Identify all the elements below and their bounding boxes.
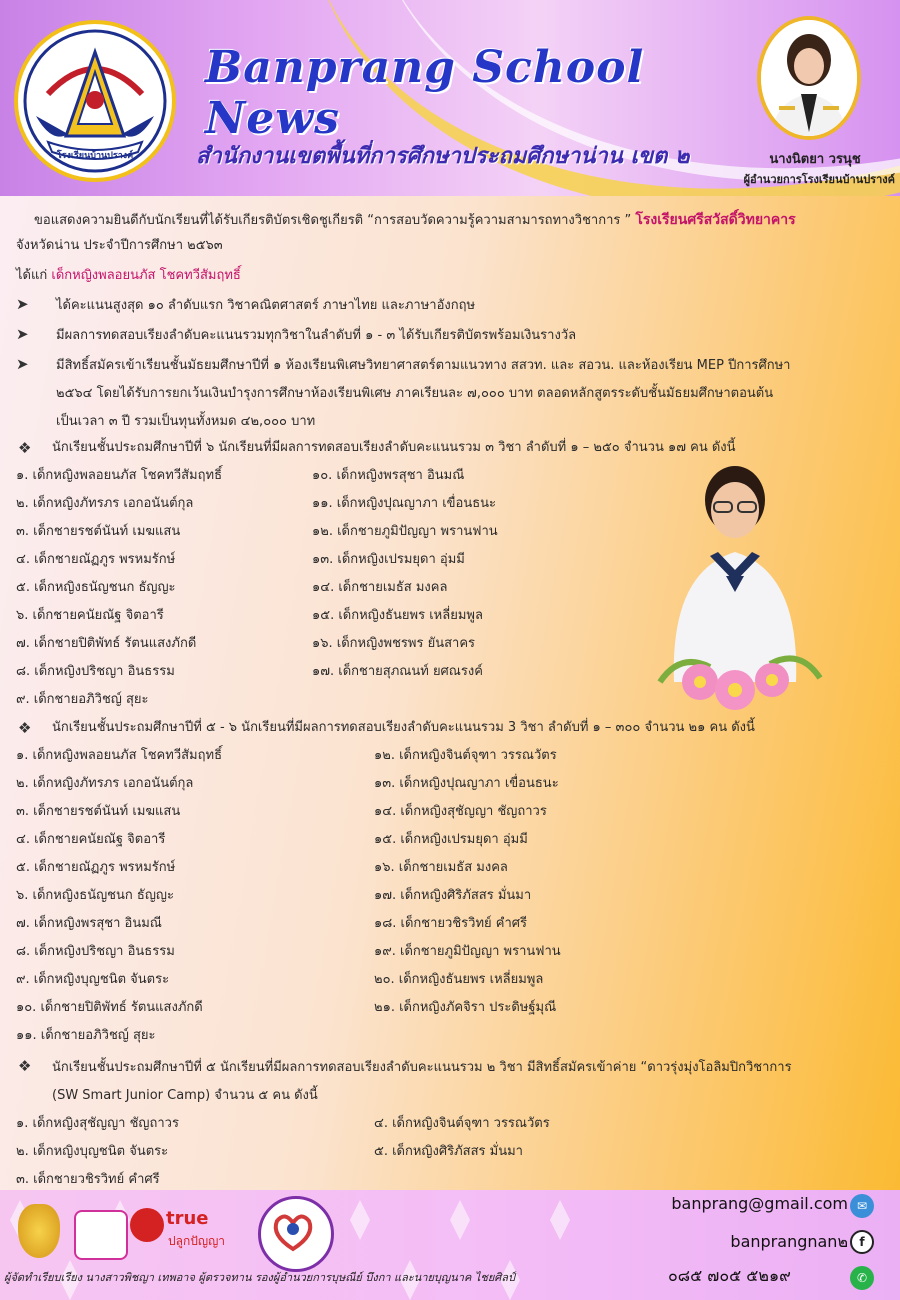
award-line xyxy=(16,262,241,290)
list-item: ๑๔. เด็กหญิงสุชัญญา ชัญถาวร xyxy=(374,804,547,819)
facebook-page[interactable]: banprangnan๒ xyxy=(730,1232,848,1251)
list-item: ๑๒. เด็กหญิงจินต์จุฑา วรรณวัตร xyxy=(374,748,557,763)
section1-heading: นักเรียนชั้นประถมศึกษาปีที่ ๖ นักเรียนที่มีผลการทดสอบเรียงลำดับคะแนนรวม ๓ วิชา ลำดับที่ ๑ – ๒๕๐ จำนวน ๑๗ คน ดังนี้ xyxy=(52,440,736,455)
list-item: ๑๐. เด็กชายปิติพัทธ์ รัตนแสงภักดี xyxy=(16,1000,203,1015)
list-item: ๑๑. เด็กชายอภิวิชญ์ สุยะ xyxy=(16,1028,156,1043)
diamond-bullet-icon: ❖ xyxy=(18,719,32,737)
list-item: ๒๐. เด็กหญิงธันยพร เหลี่ยมพูล xyxy=(374,972,544,987)
list-item: ๔. เด็กชายคนัยณัฐ จิตอารี xyxy=(16,832,166,847)
arrow-bullet-icon: ➤ xyxy=(16,355,29,373)
list-item: ๑๗. เด็กหญิงศิริภัสสร มั่นมา xyxy=(374,888,532,903)
arrow-bullet-icon: ➤ xyxy=(16,325,29,343)
list-item: ๕. เด็กชายณัฏภูร พรหมรักษ์ xyxy=(16,860,176,875)
true-logo-subtext: ปลูกปัญญา xyxy=(168,1234,226,1248)
header-banner xyxy=(0,0,900,196)
list-item: ๑๓. เด็กหญิงปุณญาภา เขื่อนธนะ xyxy=(374,776,559,791)
list-item: ๔. เด็กหญิงจินต์จุฑา วรรณวัตร xyxy=(374,1116,550,1131)
list-item: ๔. เด็กชายณัฏภูร พรหมรักษ์ xyxy=(16,552,176,567)
list-item: ๒๑. เด็กหญิงภัคจิรา ประดิษฐ์มุณี xyxy=(374,1000,557,1015)
intro-paragraph xyxy=(34,206,796,235)
true-tree-icon xyxy=(130,1208,164,1242)
list-item: ๓. เด็กชายวชิรวิทย์ คำศรี xyxy=(16,1172,160,1187)
list-item: ๑. เด็กหญิงสุชัญญา ชัญถาวร xyxy=(16,1116,179,1131)
school-name: โรงเรียนศรีสวัสดิ์วิทยาคาร xyxy=(635,212,796,228)
list-item: ๓. เด็กชายรชต์นันท์ เมฆแสน xyxy=(16,804,181,819)
list-item: ๑๖. เด็กชายเมธัส มงคล xyxy=(374,860,508,875)
list-item: ๘. เด็กหญิงปริชญา อินธรรม xyxy=(16,944,175,959)
list-item: ๖. เด็กหญิงธนัญชนก ธัญญะ xyxy=(16,888,174,903)
education-logo-icon xyxy=(74,1210,128,1260)
award-student-name: เด็กหญิงพลอยนภัส โชคทวีสัมฤทธิ์ xyxy=(51,268,241,283)
list-item: ๑๐. เด็กหญิงพรสุชา อินมณี xyxy=(312,468,465,483)
section3-heading: นักเรียนชั้นประถมศึกษาปีที่ ๕ นักเรียนที่มีผลการทดสอบเรียงลำดับคะแนนรวม ๒ วิชา มีสิทธิ์สมัครเข้าค่าย “ดาวรุ่งมุ่งโอลิมปิกวิชาการ xyxy=(52,1060,792,1075)
list-item: ๑๕. เด็กหญิงธันยพร เหลี่ยมพูล xyxy=(312,608,483,623)
list-item: ๑๙. เด็กชายภูมิปัญญา พรานฟาน xyxy=(374,944,561,959)
section3-heading-cont: (SW Smart Junior Camp) จำนวน ๕ คน ดังนี้ xyxy=(52,1088,318,1103)
list-item: ๑๗. เด็กชายสุภณนท์ ยศณรงค์ xyxy=(312,664,483,679)
list-item: ๒. เด็กหญิงบุญชนิต จันตระ xyxy=(16,1144,169,1159)
logo-caption: โรงเรียนบ้านปรางค์ xyxy=(56,151,134,161)
page-title: Banprang School News xyxy=(205,42,645,144)
achievement-item: มีผลการทดสอบเรียงลำดับคะแนนรวมทุกวิชาในลำดับที่ ๑ - ๓ ได้รับเกียรติบัตรพร้อมเงินรางวัล xyxy=(56,328,577,343)
achievement-item-cont: เป็นเวลา ๓ ปี รวมเป็นทุนทั้งหมด ๔๒,๐๐๐ บาท xyxy=(56,414,316,429)
school-logo xyxy=(14,20,176,182)
page-subtitle: สำนักงานเขตพื้นที่การศึกษาประถมศึกษาน่าน เขต ๒ xyxy=(196,144,690,169)
line-app-icon: ✆ xyxy=(850,1266,874,1290)
director-name: นางนิตยา วรนุช xyxy=(769,152,861,167)
list-item: ๙. เด็กชายอภิวิชญ์ สุยะ xyxy=(16,692,149,707)
list-item: ๕. เด็กหญิงธนัญชนก ธัญญะ xyxy=(16,580,176,595)
phone-number[interactable]: ๐๘๕ ๗๐๕ ๕๒๑๙ xyxy=(668,1266,791,1285)
facebook-icon: f xyxy=(850,1230,874,1254)
section2-heading: นักเรียนชั้นประถมศึกษาปีที่ ๕ - ๖ นักเรียนที่มีผลการทดสอบเรียงลำดับคะแนนรวม 3 วิชา ลำดับที่ ๑ – ๓๐๐ จำนวน ๒๑ คน ดังนี้ xyxy=(52,720,755,735)
list-item: ๑๔. เด็กชายเมธัส มงคล xyxy=(312,580,448,595)
intro-line-1: ขอแสดงความยินดีกับนักเรียนที่ได้รับเกียรติบัตรเชิดชูเกียรติ “การสอบวัดความรู้ความสามารถทางวิชาการ ” xyxy=(34,213,632,228)
student-photo xyxy=(640,452,840,712)
credits-line: ผู้จัดทำเรียบเรียง นางสาวพิชญา เทพอาจ ผู้ตรวจทาน รองผู้อำนวยการบุษณีย์ บึงกา และนายบุญนาค ไชยศิลป์ xyxy=(4,1271,515,1284)
list-item: ๖. เด็กชายคนัยณัฐ จิตอารี xyxy=(16,608,164,623)
director-photo xyxy=(757,16,861,140)
email-address[interactable]: banprang@gmail.com xyxy=(671,1194,848,1213)
diamond-bullet-icon: ❖ xyxy=(18,439,32,457)
list-item: ๘. เด็กหญิงปริชญา อินธรรม xyxy=(16,664,175,679)
list-item: ๑๘. เด็กชายวชิรวิทย์ คำศรี xyxy=(374,916,527,931)
list-item: ๗. เด็กชายปิติพัทธ์ รัตนแสงภักดี xyxy=(16,636,197,651)
list-item: ๓. เด็กชายรชต์นันท์ เมฆแสน xyxy=(16,524,181,539)
true-logo-text: true xyxy=(166,1208,209,1229)
list-item: ๑๑. เด็กหญิงปุณญาภา เขื่อนธนะ xyxy=(312,496,497,511)
list-item: ๑. เด็กหญิงพลอยนภัส โชคทวีสัมฤทธิ์ xyxy=(16,468,223,483)
intro-line-2: จังหวัดน่าน ประจำปีการศึกษา ๒๕๖๓ xyxy=(16,238,223,253)
director-title: ผู้อำนวยการโรงเรียนบ้านปรางค์ xyxy=(743,173,895,186)
award-prefix: ได้แก่ xyxy=(16,268,48,283)
email-icon: ✉ xyxy=(850,1194,874,1218)
list-item: ๙. เด็กหญิงบุญชนิต จันตระ xyxy=(16,972,170,987)
list-item: ๑๒. เด็กชายภูมิปัญญา พรานฟาน xyxy=(312,524,498,539)
achievement-item-cont: ๒๕๖๔ โดยได้รับการยกเว้นเงินบำรุงการศึกษาห้องเรียนพิเศษ ภาคเรียนละ ๗,๐๐๐ บาท ตลอดหลักสูตรระดับชั้นมัธยมศึกษาตอนต้น xyxy=(56,386,774,401)
list-item: ๑๖. เด็กหญิงพชรพร ยันสาคร xyxy=(312,636,475,651)
diamond-bullet-icon: ❖ xyxy=(18,1057,32,1075)
list-item: ๕. เด็กหญิงศิริภัสสร มั่นมา xyxy=(374,1144,523,1159)
district-logo-icon xyxy=(258,1196,334,1272)
list-item: ๑. เด็กหญิงพลอยนภัส โชคทวีสัมฤทธิ์ xyxy=(16,748,223,763)
obec-logo-icon xyxy=(18,1204,60,1258)
list-item: ๒. เด็กหญิงภัทรภร เอกอนันต์กุล xyxy=(16,496,194,511)
arrow-bullet-icon: ➤ xyxy=(16,295,29,313)
list-item: ๑๓. เด็กหญิงเปรมยุดา อุ่มมี xyxy=(312,552,465,567)
list-item: ๑๕. เด็กหญิงเปรมยุดา อุ่มมี xyxy=(374,832,528,847)
list-item: ๗. เด็กหญิงพรสุชา อินมณี xyxy=(16,916,162,931)
list-item: ๒. เด็กหญิงภัทรภร เอกอนันต์กุล xyxy=(16,776,194,791)
achievement-item: มีสิทธิ์สมัครเข้าเรียนชั้นมัธยมศึกษาปีที่ ๑ ห้องเรียนพิเศษวิทยาศาสตร์ตามแนวทาง สสวท. และ สอวน. และห้องเรียน MEP ปีการศึกษา xyxy=(56,358,791,373)
achievement-item: ได้คะแนนสูงสุด ๑๐ ลำดับแรก วิชาคณิตศาสตร์ ภาษาไทย และภาษาอังกฤษ xyxy=(56,298,476,313)
